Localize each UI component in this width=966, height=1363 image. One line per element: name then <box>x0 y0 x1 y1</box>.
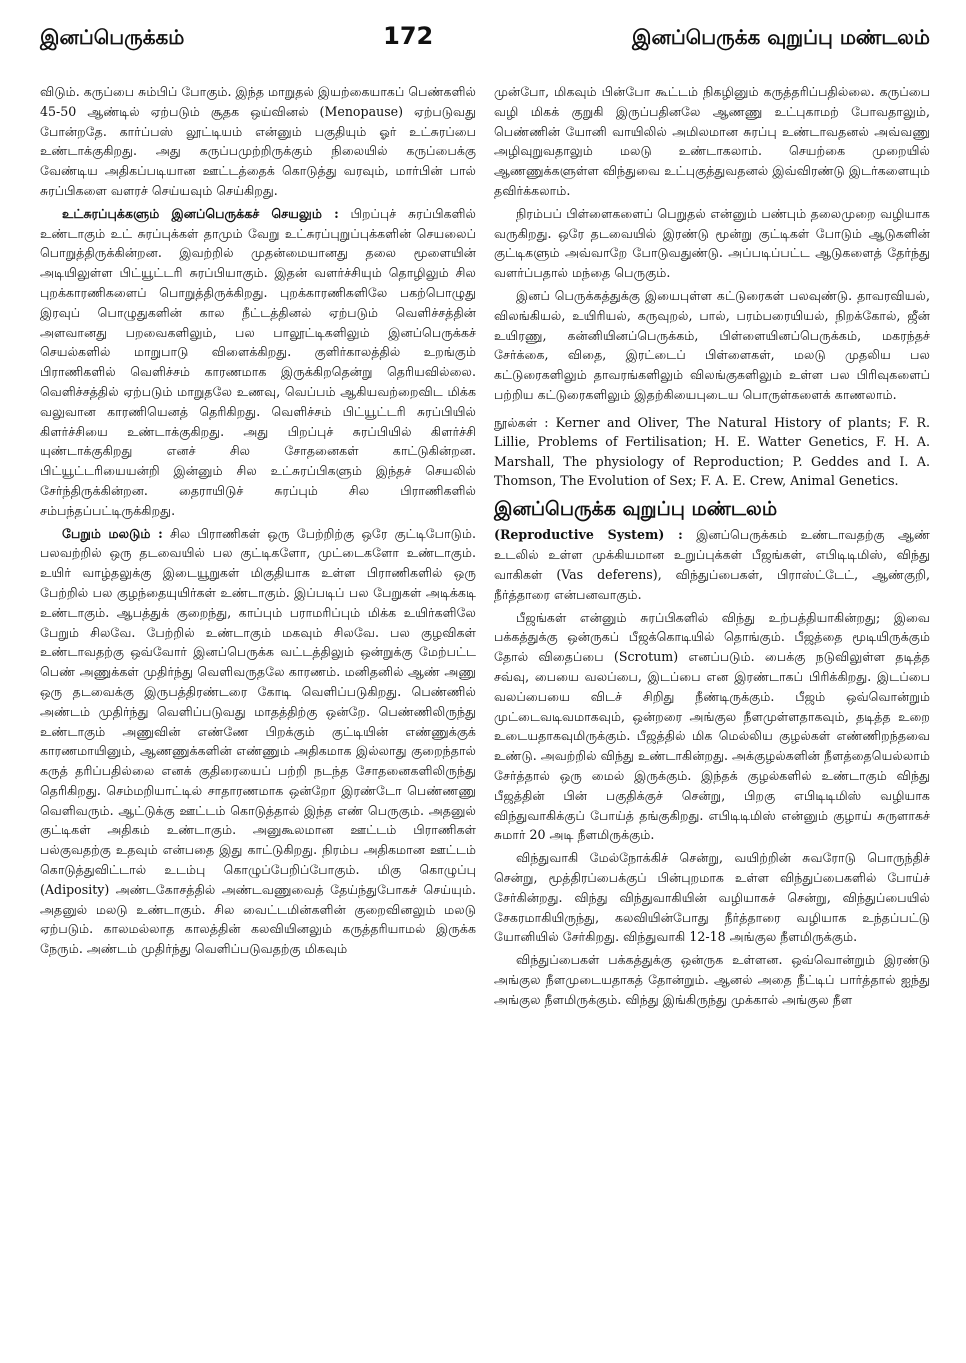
paragraph-text: பிறப்புச் சுரப்பிகளில் உண்டாகும் உட் சுரப்புக்கள் தாமும் வேறு உட்சுரப்புறுப்புக்களின் செயலைப் பொறுத்திருக்கின்றன. இவற்றில் முதன்மையானது தலை மூளையின் அடியிலுள்ள பிட்யூட்டரி சுரப்பியாகும். இதன் வளர்ச்சியும் தொழிலும் சில புறக்காரணிகளைப் பொறுத்திருக்கிறது. புறக்காரணிகளிலே பகற்பொழுது இரவுப் பொழுதுகளின் கால நீட்டத்தினல் ஏற்படும் வெளிச்சத்தின் அளவானது பறவைகளிலும், பல பாலூட்டிகளிலும் இனப்பெருக்கச் செயல்களில் மாறுபாடு விளைக்கிறது. குளிர்காலத்தில் உறங்கும் பிராணிகளில் வெளிச்சம் காரணமாக இருக்கிறதென்று தெரியவில்லை. வெளிச்சத்தில் ஏற்படும் மாறுதலே உணவு, வெப்பம் ஆகியவற்றைவிட மிக்க வலுவான காரணியெனத் தெரிகிறது. வெளிச்சம் பிட்யூட்டரி சுரப்பியில் கிளர்ச்சியை உண்டாக்குகிறது. அது பிறப்புச் சுரப்பியில் கிளர்ச்சி யுண்டாக்குகிறது எனச் சில சோதனைகள் காட்டுகின்றன. பிட்யூட்டரியையன்றி இன்னும் சில உட்சுரப்பிகளும் இந்தச் செயலில் சேர்ந்திருக்கின்றன. தைராயிடுச் சுரப்பும் சில பிராணிகளில் சம்பந்தப்பட்டிருக்கிறது. <box>40 205 476 518</box>
paragraph-lead: பேறும் மலடும் : <box>62 525 163 541</box>
left-column <box>40 82 476 1013</box>
paragraph <box>40 204 476 521</box>
columns <box>40 82 930 1013</box>
header-right-title: இனப்பெருக்க வுறுப்பு மண்டலம் <box>631 25 930 49</box>
paragraph: விந்துவாகி மேல்நோக்கிச் சென்று, வயிற்றின் சுவரோடு பொருந்திச் சென்று, மூத்திரப்பைக்குப் பின்புறமாக உள்ள விந்துப்பைகளில் போய்ச் சேர்கின்றது. விந்து விந்துவாகியின் வழியாகச் சென்று, விந்துப்பையில் சேகரமாகியிருந்து, கலவியின்போது நீர்த்தாரை வழியாக உந்தப்பட்டு யோனியில் சேர்கிறது. விந்துவாகி 12-18 அங்குல நீளமிருக்கும். <box>494 850 930 945</box>
entry-title: இனப்பெருக்க வுறுப்பு மண்டலம் <box>494 498 778 521</box>
paragraph-lead: உட்சுரப்புக்களும் இனப்பெருக்கச் செயலும் : <box>62 205 339 221</box>
paragraph-lead: (Reproductive System) : <box>494 527 683 543</box>
references: நூல்கள் : Kerner and Oliver, The Natural History of plants; F. R. Lillie, Problems of Fertilisation; H. E. Watter Genetics, F. H. A. Marshall, The physiology of Reproduction; P. Geddes and I. A. Thomson, The Evolution of Sex; F. A. E. Crew, Animal Genetics. <box>494 414 930 488</box>
header-left-title: இனப்பெருக்கம் <box>40 25 185 49</box>
paragraph-text: சில பிராணிகள் ஒரு பேற்றிற்கு ஒரே குட்டிபோடும். பலவற்றில் ஒரு தடவையில் பல குட்டிகளோ, முட்டைகளோ உண்டாகும். உயிர் வாழ்தலுக்கு இடையூறுகள் மிகுதியாக உள்ள பிராணிகளில் ஒரு பேற்றில் பல குழந்தையுயிர்கள் உண்டாகும். இப்படிப் பல பேறுகள் அடிக்கடி உண்டாகும். ஆபத்துக் குறைந்து, காப்பும் பராமரிப்பும் மிக்க உயிர்களிலே பேறும் சிலவே. பேற்றில் உண்டாகும் மகவும் சிலவே. பல குழவிகள் உண்டாவதற்கு ஒவ்வோர் இனப்பெருக்க வட்டத்திலும் ஒன்றுக்கு மேற்பட்ட பெண் அணுக்கள் முதிர்ந்து வெளிவருதலே காரணம். மனிதனில் ஆண் அணு ஒரு தடவைக்கு இருபத்திரண்டரை கோடி வெளிப்படுகிறது. பெண்ணில் அண்டம் முதிர்ந்து வெளிப்படுவது மாதத்திற்கு ஒன்றே. பெண்ணிலிருந்து உண்டாகும் அணுவின் எண்ணே பிறக்கும் குட்டியின் எண்ணுக்குக் காரணமாயினும், ஆணணுக்களின் எண்ணும் அதிகமாக இல்லாது குறைந்தால் கருத் தரிப்பதில்லை எனக் குதிரையைப் பற்றி நடந்த சோதனைகளிலிருந்து தெரிகிறது. செம்மறியாட்டில் சாதாரணமாக ஒன்றோ இரண்டோ பெண்ணணு வெளிவரும். ஆட்டுக்கு ஊட்டம் கொடுத்தால் இந்த எண் பெருகும். அதனுல் குட்டிகள் அதிகம் உண்டாகும். அனுகூலமான ஊட்டம் பிராணிகள் பல்குவதற்கு உதவும் என்பதை இது காட்டுகிறது. நிரம்ப அதிகமான ஊட்டம் கொடுத்துவிட்டால் உடம்பு கொழுப்பேறிப்போகும். மிகு கொழுப்பு (Adiposity) அண்டகோசத்தில் அண்டவணுவைத் தேய்ந்துபோகச் செய்யும். அதனுல் மலடு உண்டாகும். சில வைட்டமின்களின் குறைவினலும் மலடு ஏற்படும். காலமல்லாத காலத்தின் கலவியினலும் கருத்தரியாமல் இருக்க நேரும். அண்டம் முதிர்ந்து வெளிப்படுவதற்கு மிகவும் <box>40 525 476 957</box>
paragraph: இனப் பெருக்கத்துக்கு இயைபுள்ள கட்டுரைகள் பலவுண்டு. தாவரவியல், விலங்கியல், உயிரியல், கருவுறல், பால், பரம்பரையியல், நிறக்கோல், ஜீன் உயிரணு, கன்னியினப்பெருக்கம், பிள்ளையினப்பெருக்கம், மகரந்தச் சேர்க்கை, விதை, இரட்டைப் பிள்ளைகள், மலடு முதலிய பல கட்டுரைகளிலும் தாவரங்களிலும் விலங்குகளிலும் உள்ள பல பிரிவுகளைப் பற்றிய கட்டுரைகளிலும் இதற்கியைபுடைய பொருள்களைக் காணலாம். <box>494 287 930 402</box>
paragraph: விந்துப்பைகள் பக்கத்துக்கு ஒன்ருக உள்ளன. ஒவ்வொன்றும் இரண்டு அங்குல நீளமுடையதாகத் தோன்றும். ஆனல் அதை நீட்டிப் பார்த்தால் ஐந்து அங்குல நீளமிருக்கும். விந்து இங்கிருந்து முக்கால் அங்குல நீள <box>494 952 930 1007</box>
paragraph-text: இனப்பெருக்கம் உண்டாவதற்கு ஆண் உடலில் உள்ள முக்கியமான உறுப்புக்கள் பீஜங்கள், எபிடிடிமிஸ், விந்து வாகிகள் (Vas deferens), விந்துப்பைகள், பிராஸ்ட்டேட், ஆண்குறி, நீர்த்தாரை என்பனவாகும். <box>494 527 930 602</box>
page-number: 172 <box>383 22 434 50</box>
paragraph: விடும். கருப்பை சும்பிப் போகும். இந்த மாறுதல் இயற்கையாகப் பெண்களில் 45-50 ஆண்டில் ஏற்படும் சூதக ஒய்வினல் (Menopause) ஏற்படுவது போன்றதே. கார்ப்பஸ் லூட்டியம் என்னும் பகுதியும் ஓர் உட்சுரப்பை உண்டாக்குகிறது. அது கருப்பமுற்றிருக்கும் நிலையில் கருப்பைக்கு வேண்டிய அதிகப்படியான ஊட்டத்தைக் கொடுத்து வரவும், மார்பின் பால் சுரப்பிகளை வளரச் செய்யவும் செய்கிறது. <box>40 84 476 198</box>
right-column <box>494 82 930 1013</box>
paragraph: நிரம்பப் பிள்ளைகளைப் பெறுதல் என்னும் பண்பும் தலைமுறை வழியாக வருகிறது. ஒரே தடவையில் இரண்டு மூன்று குட்டிகள் போடும் ஆடுகளின் குட்டிகளும் அவ்வாறே போடுவதுண்டு. அப்படிப்பட்ட ஆடுகளைத் தேர்ந்து வளர்ப்பதால் மந்தை பெருகும். <box>494 205 930 281</box>
paragraph: முன்போ, மிகவும் பின்போ கூட்டம் நிகழினும் கருத்தரிப்பதில்லை. கருப்பை வழி மிகக் குறுகி இருப்பதினலே ஆணணு உட்புகாமற் போவதாலும், பெண்ணின் யோனி வாயிலில் அமிலமான சுரப்பு உண்டாவதனல் அவ்வணு அழிவுறுவதாலும் மலடு உண்டாகலாம். செயற்கை முறையில் ஆணணுக்களுள்ள விந்துவை உட்புகுத்துவதனல் இவ்விரண்டு இடர்களையும் தவிர்க்கலாம். <box>494 84 930 198</box>
running-header <box>40 22 930 62</box>
paragraph: பீஜங்கள் என்னும் சுரப்பிகளில் விந்து உற்பத்தியாகின்றது; இவை பக்கத்துக்கு ஒன்ருகப் பீஜக்கொடியில் தொங்கும். பீஜத்தை மூடியிருக்கும் தோல் விதைப்பை (Scrotum) எனப்படும். பைக்கு நடுவிலுள்ள தடித்த சவ்வு, பையை வலப்பை, இடப்பை என இரண்டாகப் பிரிக்கிறது. இடப்பை வலப்பையை விடச் சிறிது நீண்டிருக்கும். பீஜம் ஒவ்வொன்றும் முட்டைவடிவமாகவும், ஒன்றரை அங்குல நீளமுள்ளதாகவும், தடித்த உறை உடையதாகவுமிருக்கும். பீஜத்தில் மிக மெல்லிய குழல்கள் எண்ணிறந்தவை உண்டு. அவற்றில் விந்து உண்டாகின்றது. அக்குழல்களின் நீளத்தையெல்லாம் சேர்த்தால் ஒரு மைல் இருக்கும். இந்தக் குழல்களில் உண்டாகும் விந்து பீஜத்தின் பின் பகுதிக்குச் சென்று, பிறகு எபிடிடிமிஸ் வழியாக விந்துவாகிக்குப் போய்த் தங்குகிறது. எபிடிடிமிஸ் என்னும் குழாய் சுருளாகச் சுமார் 20 அடி நீளமிருக்கும். <box>494 609 930 843</box>
paragraph <box>40 524 476 960</box>
paragraph <box>494 525 930 604</box>
